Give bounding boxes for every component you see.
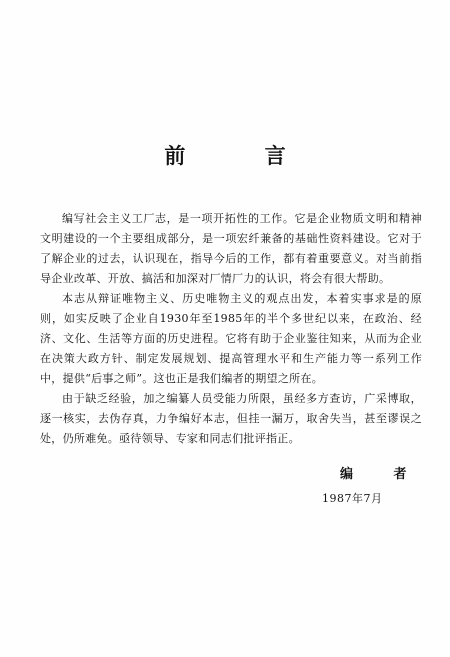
paragraph-1: 编写社会主义工厂志，是一项开拓性的工作。它是企业物质文明和精神文明建设的一个主要组成部分，是一项宏纤兼备的基础性资料建设。它对于了解企业的过去，认识现在，指导今后的工作，都有着重要意义。对当前指导企业改革、开放、搞活和加深对厂情厂力的认识，将会有很大帮助。 (40, 212, 422, 285)
preface-body (40, 209, 422, 449)
paragraph-3: 由于缺乏经验，加之编纂人员受能力所限，虽经多方查访，广采博取，逐一核实，去伪存真，力争编好本志，但挂一漏万，取舍失当，甚至谬误之处，仍所难免。亟待领导、专家和同志们批评指正。 (40, 392, 422, 445)
page-title: 前 言 (164, 144, 322, 168)
author-signature: 编 者 (340, 467, 425, 482)
paragraph-2: 本志从辩证唯物主义、历史唯物主义的观点出发，本着实事求是的原则，如实反映了企业自1930年至1985年的半个多世纪以来，在政治、经济、文化、生活等方面的历史进程。它将有助于企业鉴往知来，从而为企业在决策大政方针、制定发展规划、提高管理水平和生产能力等一系列工作中，提供“后事之师”。这也正是我们编者的期望之所在。 (40, 292, 422, 385)
date-line: 1987年7月 (322, 492, 383, 505)
